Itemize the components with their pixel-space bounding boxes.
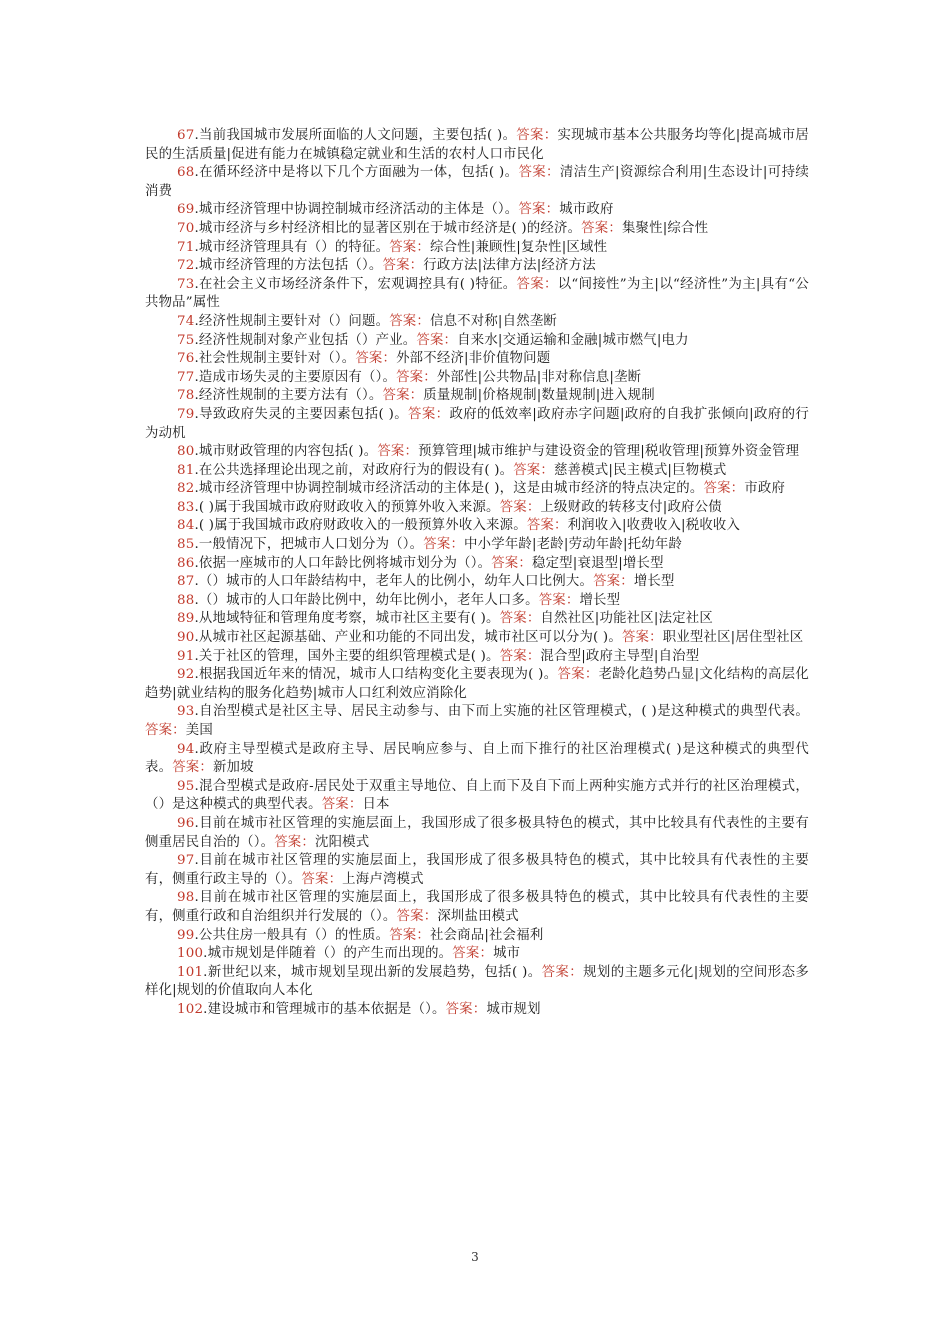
question-text: 城市财政管理的内容包括( )。	[198, 444, 378, 460]
question-number-dot: .	[194, 202, 199, 218]
question-text: 新世纪以来，城市规划呈现出新的发展趋势，包括( )。	[207, 964, 542, 980]
answer-text: 预算管理|城市维护与建设资金的管理|税收管理|预算外资金管理	[418, 444, 800, 460]
question-number: 73	[177, 276, 195, 292]
question-number-dot: .	[194, 927, 199, 943]
question-number: 85	[177, 537, 195, 553]
question-number-dot: .	[194, 276, 199, 292]
question-number: 78	[177, 388, 195, 404]
answer-text: 信息不对称|自然垄断	[429, 313, 558, 329]
answer-text: 日本	[362, 797, 390, 813]
question-item	[145, 201, 809, 220]
question-number: 84	[177, 518, 195, 534]
answer-label: 答案：	[382, 388, 424, 404]
answer-label: 答案：	[516, 128, 558, 143]
question-number-dot: .	[194, 481, 199, 497]
question-text: 在公共选择理论出现之前，对政府行为的假设有( )。	[198, 462, 514, 478]
question-number-dot: .	[194, 220, 199, 236]
question-text: 城市经济管理具有（）的特征。	[198, 239, 390, 255]
answer-text: 慈善模式|民主模式|巨物模式	[554, 462, 727, 478]
answer-text: 社会商品|社会福利	[429, 927, 544, 943]
question-number-dot: .	[194, 369, 199, 385]
question-number-dot: .	[194, 462, 199, 478]
answer-text: 利润收入|收费收入|税收收入	[567, 518, 741, 534]
answer-label: 答案：	[593, 574, 634, 590]
question-text: 经济性规制的主要方法有（）。	[198, 388, 383, 404]
question-number-dot: .	[194, 537, 199, 553]
answer-label: 答案：	[445, 1001, 487, 1017]
answer-text: 自然社区|功能社区|法定社区	[540, 611, 713, 627]
question-item	[145, 555, 809, 574]
answer-label: 答案：	[396, 369, 437, 385]
answer-label: 答案：	[389, 313, 430, 329]
question-number: 74	[177, 313, 195, 329]
question-item	[145, 462, 809, 481]
question-item	[145, 220, 809, 239]
question-number: 69	[177, 202, 195, 218]
question-item	[145, 703, 809, 740]
answer-text: 混合型|政府主导型|自治型	[540, 648, 700, 664]
question-text: 社会性规制主要针对（）。	[198, 351, 356, 367]
question-number: 96	[177, 815, 195, 831]
question-text: 从城市社区起源基础、产业和功能的不同出发，城市社区可以分为( )。	[198, 630, 622, 646]
answer-label: 答案：	[377, 444, 419, 460]
answer-label: 答案：	[355, 351, 397, 367]
answer-text: 美国	[185, 723, 213, 738]
answer-text: 行政方法|法律方法|经济方法	[423, 258, 596, 274]
answer-label: 答案：	[452, 946, 494, 962]
answer-label: 答案：	[516, 276, 558, 292]
question-text: 城市经济与乡村经济相比的显著区别在于城市经济是( )的经济。	[198, 220, 582, 236]
question-number-dot: .	[194, 611, 199, 627]
question-number: 82	[177, 481, 195, 497]
question-number-dot: .	[194, 258, 199, 274]
answer-text: 新加坡	[212, 760, 254, 776]
question-number: 93	[177, 704, 195, 720]
question-item	[145, 741, 809, 778]
question-number-dot: .	[194, 815, 199, 831]
question-text: （）城市的人口年龄结构中，老年人的比例小，幼年人口比例大。	[198, 574, 594, 590]
question-number: 89	[177, 611, 195, 627]
question-item	[145, 257, 809, 276]
question-text: 城市经济管理中协调控制城市经济活动的主体是（）。	[198, 202, 519, 218]
question-item	[145, 369, 809, 388]
answer-text: 职业型社区|居住型社区	[662, 630, 804, 646]
question-text: 当前我国城市发展所面临的人文问题，主要包括( )。	[198, 128, 517, 143]
answer-label: 答案：	[389, 927, 430, 943]
answer-text: 稳定型|衰退型|增长型	[532, 555, 664, 571]
answer-text: 自来水|交通运输和金融|城市燃气|电力	[457, 332, 689, 348]
question-number: 91	[177, 648, 195, 664]
question-item	[145, 313, 809, 332]
answer-text: 沈阳模式	[315, 834, 370, 850]
question-number: 99	[177, 927, 195, 943]
question-item	[145, 927, 809, 946]
question-number: 81	[177, 462, 195, 478]
question-number-dot: .	[194, 128, 199, 143]
question-text: 导致政府失灵的主要因素包括( )。	[198, 406, 409, 422]
answer-label: 答案：	[301, 871, 343, 887]
question-item	[145, 592, 809, 611]
question-number: 97	[177, 853, 195, 869]
question-number-dot: .	[194, 630, 199, 646]
question-number-dot: .	[194, 313, 199, 329]
question-number-dot: .	[194, 704, 199, 720]
question-item	[145, 276, 809, 313]
question-item	[145, 499, 809, 518]
question-item	[145, 778, 809, 815]
question-text: ( )属于我国城市政府财政收入的一般预算外收入来源。	[198, 518, 527, 534]
question-number: 72	[177, 258, 195, 274]
question-number-dot: .	[194, 592, 199, 608]
question-number: 79	[177, 406, 195, 422]
question-item	[145, 517, 809, 536]
answer-text: 上级财政的转移支付|政府公债	[540, 499, 722, 515]
question-number: 71	[177, 239, 195, 255]
question-text: 目前在城市社区管理的实施层面上，我国形成了很多极具特色的模式，其中比较具有代表性的主要有，侧重行政主导的（）。	[145, 853, 809, 887]
question-number: 67	[177, 128, 195, 143]
question-text: 关于社区的管理，国外主要的组织管理模式是( )。	[198, 648, 500, 664]
question-number-dot: .	[194, 444, 199, 460]
question-number: 88	[177, 592, 195, 608]
question-text: 目前在城市社区管理的实施层面上，我国形成了很多极具特色的模式，其中比较具有代表性的主要有侧重居民自治的（）。	[145, 815, 809, 850]
answer-label: 答案：	[499, 499, 541, 515]
question-text: 造成市场失灵的主要原因有（）。	[198, 369, 397, 385]
question-number-dot: .	[194, 388, 199, 404]
question-number: 92	[177, 667, 195, 683]
answer-text: 综合性|兼顾性|复杂性|区域性	[429, 239, 608, 255]
answer-text: 集聚性|综合性	[621, 220, 709, 236]
question-number-dot: .	[194, 406, 199, 422]
answer-text: 质量规制|价格规制|数量规制|进入规制	[423, 388, 655, 404]
question-number: 68	[177, 165, 195, 181]
question-number: 83	[177, 499, 195, 515]
question-number-dot: .	[194, 853, 199, 869]
question-number: 80	[177, 444, 195, 460]
answer-label: 答案：	[499, 648, 541, 664]
answer-label: 答案：	[703, 481, 745, 497]
question-number-dot: .	[194, 778, 199, 794]
question-list	[145, 127, 809, 1020]
question-text: 在循环经济中是将以下几个方面融为一体，包括( )。	[198, 165, 519, 181]
question-number-dot: .	[194, 239, 199, 255]
question-number-dot: .	[203, 946, 208, 962]
question-number-dot: .	[203, 1001, 208, 1017]
answer-text: 实现城市基本公共服务均等化|提高城市居民的生活质量|促进有能力在城镇稳定就业和生活的农村人口市民化	[145, 128, 809, 162]
question-number-dot: .	[194, 890, 199, 906]
question-text: 在社会主义市场经济条件下，宏观调控具有( )特征。	[198, 276, 517, 292]
answer-text: 外部性|公共物品|非对称信息|垄断	[436, 369, 642, 385]
question-text: 经济性规制主要针对（）问题。	[198, 313, 390, 329]
question-number-dot: .	[194, 518, 199, 534]
answer-label: 答案：	[557, 667, 599, 683]
page-number: 3	[471, 1250, 479, 1264]
question-text: 混合型模式是政府-居民处于双重主导地位、自上而下及自下而上两种实施方式并行的社区治理模式，（）是这种模式的典型代表。	[145, 778, 809, 813]
answer-text: 增长型	[633, 574, 675, 590]
question-number: 70	[177, 220, 195, 236]
question-item	[145, 629, 809, 648]
answer-text: 城市政府	[559, 202, 614, 218]
question-number: 94	[177, 741, 195, 757]
answer-label: 答案：	[172, 760, 213, 776]
question-number-dot: .	[194, 351, 199, 367]
question-number: 86	[177, 555, 195, 571]
answer-label: 答案：	[499, 611, 541, 627]
question-item	[145, 1001, 809, 1020]
question-text: 一般情况下，把城市人口划分为（）。	[198, 537, 424, 553]
question-item	[145, 387, 809, 406]
question-number-dot: .	[203, 964, 208, 980]
answer-text: 以“间接性”为主|以“经济性”为主|具有“公共物品”属性	[145, 276, 809, 311]
question-text: （）城市的人口年龄比例中，幼年比例小，老年人口多。	[198, 592, 539, 608]
question-item	[145, 945, 809, 964]
question-number: 87	[177, 574, 195, 590]
question-item	[145, 610, 809, 629]
answer-label: 答案：	[408, 406, 450, 422]
question-item	[145, 536, 809, 555]
question-number: 76	[177, 351, 195, 367]
question-number-dot: .	[194, 574, 199, 590]
question-item	[145, 648, 809, 667]
answer-label: 答案：	[518, 202, 560, 218]
question-item	[145, 443, 809, 462]
question-number: 101	[177, 964, 204, 980]
answer-label: 答案：	[389, 239, 430, 255]
question-number: 90	[177, 630, 195, 646]
question-number-dot: .	[194, 648, 199, 664]
answer-label: 答案：	[513, 462, 554, 478]
answer-text: 市政府	[744, 481, 786, 497]
question-text: 自治型模式是社区主导、居民主动参与、由下而上实施的社区管理模式，( )是这种模式的典型代表。	[198, 704, 809, 720]
question-item	[145, 406, 809, 443]
answer-label: 答案：	[423, 537, 465, 553]
answer-text: 规划的主题多元化|规划的空间形态多样化|规划的价值取向人本化	[145, 964, 809, 999]
answer-text: 政府的低效率|政府赤字问题|政府的自我扩张倾向|政府的行为动机	[145, 406, 809, 441]
question-item	[145, 815, 809, 852]
answer-text: 中小学年龄|老龄|劳动年龄|托幼年龄	[464, 537, 683, 553]
question-number-dot: .	[194, 555, 199, 571]
answer-text: 清洁生产|资源综合利用|生态设计|可持续消费	[145, 165, 810, 199]
question-text: 城市规划是伴随着（）的产生而出现的。	[207, 946, 453, 962]
question-text: 公共住房一般具有（）的性质。	[198, 927, 390, 943]
question-item	[145, 852, 809, 889]
question-number: 102	[177, 1001, 204, 1017]
question-number-dot: .	[194, 499, 199, 515]
answer-label: 答案：	[491, 555, 532, 571]
question-number: 95	[177, 778, 195, 794]
answer-label: 答案：	[538, 592, 580, 608]
question-item	[145, 889, 809, 926]
question-number: 100	[177, 946, 204, 962]
answer-text: 上海卢湾模式	[342, 871, 424, 887]
question-item	[145, 573, 809, 592]
question-number: 77	[177, 369, 195, 385]
question-number-dot: .	[194, 667, 199, 683]
question-text: 从地域特征和管理角度考察，城市社区主要有( )。	[198, 611, 500, 627]
question-text: 城市经济管理中协调控制城市经济活动的主体是( )，这是由城市经济的特点决定的。	[198, 481, 704, 497]
answer-label: 答案：	[541, 964, 584, 980]
answer-text: 增长型	[579, 592, 621, 608]
question-number-dot: .	[194, 741, 199, 757]
question-text: 建设城市和管理城市的基本依据是（）。	[207, 1001, 446, 1017]
question-item	[145, 332, 809, 351]
question-item	[145, 350, 809, 369]
question-text: 目前在城市社区管理的实施层面上，我国形成了很多极具特色的模式，其中比较具有代表性的主要有，侧重行政和自治组织并行发展的（）。	[145, 890, 809, 924]
question-text: 城市经济管理的方法包括（）。	[198, 258, 383, 274]
answer-label: 答案：	[416, 332, 458, 348]
answer-label: 答案：	[382, 258, 424, 274]
answer-label: 答案：	[321, 797, 363, 813]
question-item	[145, 127, 809, 164]
question-number-dot: .	[194, 332, 199, 348]
question-text: 根据我国近年来的情况，城市人口结构变化主要表现为( )。	[198, 667, 558, 683]
answer-text: 外部不经济|非价值物问题	[396, 351, 551, 367]
answer-label: 答案：	[145, 723, 186, 738]
question-item	[145, 666, 809, 703]
answer-text: 城市	[493, 946, 521, 962]
question-item	[145, 164, 809, 201]
question-text: ( )属于我国城市政府财政收入的预算外收入来源。	[198, 499, 500, 515]
question-item	[145, 964, 809, 1001]
question-text: 政府主导型模式是政府主导、居民响应参与、自上而下推行的社区治理模式( )是这种模式的典型代表。	[145, 741, 809, 776]
answer-label: 答案：	[621, 630, 663, 646]
question-text: 经济性规制对象产业包括（）产业。	[198, 332, 417, 348]
question-item	[145, 480, 809, 499]
answer-text: 老龄化趋势凸显|文化结构的高层化趋势|就业结构的服务化趋势|城市人口红利效应消除化	[145, 667, 809, 701]
question-text: 依据一座城市的人口年龄比例将城市划分为（）。	[198, 555, 492, 571]
answer-label: 答案：	[396, 908, 438, 924]
question-number-dot: .	[194, 165, 199, 181]
question-item	[145, 239, 809, 258]
question-number: 98	[177, 890, 195, 906]
answer-text: 城市规划	[486, 1001, 541, 1017]
answer-text: 深圳盐田模式	[437, 908, 519, 924]
question-number: 75	[177, 332, 195, 348]
answer-label: 答案：	[274, 834, 315, 850]
answer-label: 答案：	[581, 220, 622, 236]
answer-label: 答案：	[526, 518, 568, 534]
answer-label: 答案：	[518, 165, 560, 181]
